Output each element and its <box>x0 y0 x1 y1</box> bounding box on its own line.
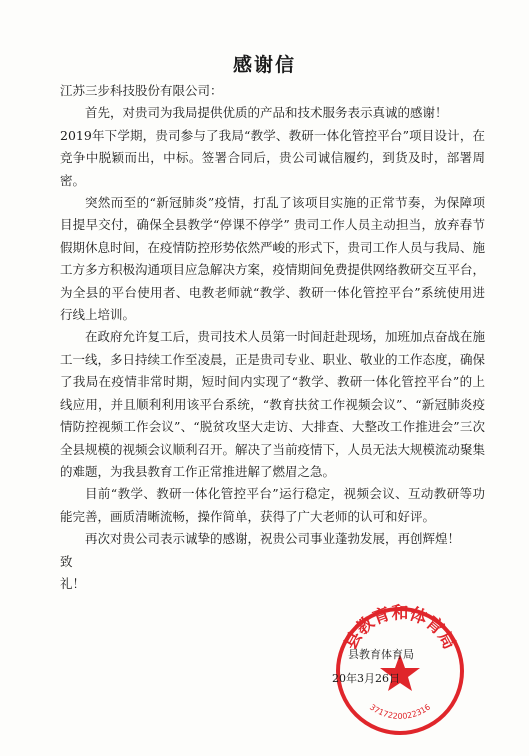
seal-number: 3717220022316 <box>367 702 433 721</box>
paragraph-6: 再次对贵公司表示诚挚的感谢，祝贵公司事业蓬勃发展，再创辉煌！ <box>85 531 461 547</box>
signature-date: 20年3月26日 <box>332 672 400 685</box>
signature-organization: 县教育体育局 <box>348 648 414 661</box>
closing-li: 礼！ <box>60 575 86 591</box>
closing-zhi: 致 <box>60 553 73 569</box>
paragraph-1: 首先，对贵司为我局提供优质的产品和技术服务表示真诚的感谢！ <box>85 105 448 121</box>
letter-body <box>60 80 485 595</box>
paragraph-5: 目前“教学、教研一体化管控平台”运行稳定，视频会议、互动教研等功能完善，画质清晰流畅，操作简单，获得了广大老师的认可和好评。 <box>60 486 485 524</box>
paragraph-3: 突然而至的“新冠肺炎”疫情，打乱了该项目实施的正常节奏，为保障项目提早交付，确保全县教学“停课不停学” 贵司工作人员主动担当，放弃春节假期休息时间，在疫情防控形势依然严峻的形式下，贵司工作人员与我局、施工方多方积极沟通项目应急解决方案，疫情期间免费提供网络教研交互平台，为全县的平台使用者、电教老师就“教学、教研一体化管控平台”系统使用进行线上培训。 <box>60 195 486 323</box>
letter-salutation: 江苏三步科技股份有限公司： <box>60 83 223 98</box>
paragraph-4: 在政府允许复工后，贵司技术人员第一时间赶赴现场，加班加点奋战在施工一线，多日持续工作至凌晨，正是贵司专业、职业、敬业的工作态度，确保了我局在疫情非常时期，短时间内实现了“教学、教研一体化管控平台”的上线应用，并且顺利利用该平台系统，“教育扶贫工作视频会议”、“新冠肺炎疫情防控视频工作会议”、“脱贫攻坚大走访、大排查、大整改工作推进会”三次全县规模的视频会议顺利召开。解决了当前疫情下，人员无法大规模流动聚集的难题，为我县教育工作正常推进解了燃眉之急。 <box>60 329 486 479</box>
seal-text: 县教育和体育局 <box>340 603 460 653</box>
paragraph-2: 2019年下学期，贵司参与了我局“教学、教研一体化管控平台”项目设计，在竞争中脱颖而出，中标。签署合同后，贵公司诚信履约，到货及时，部署周密。 <box>60 127 485 188</box>
letter-title: 感谢信 <box>232 54 296 76</box>
